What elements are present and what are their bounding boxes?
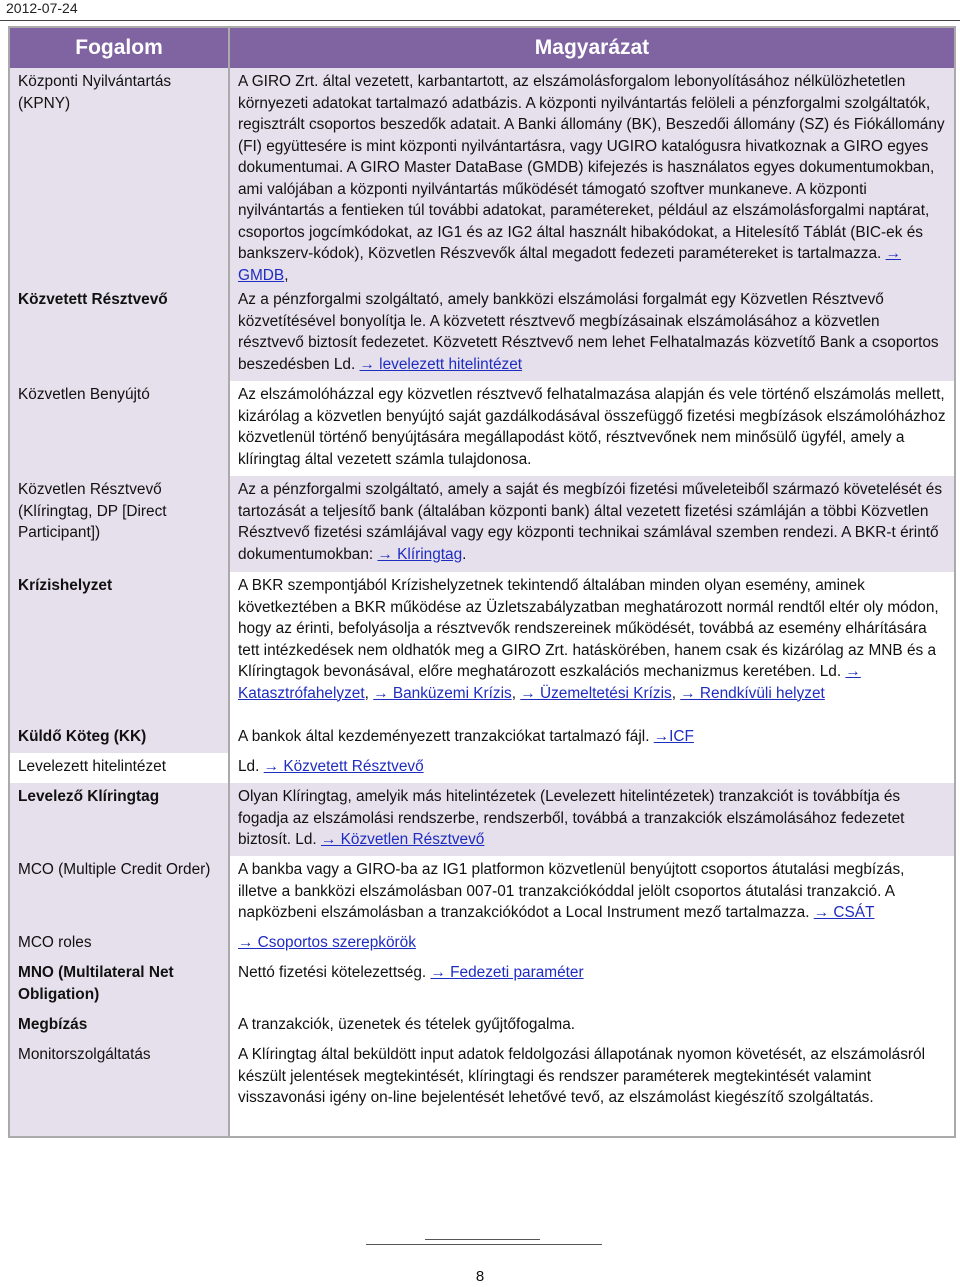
header-rule <box>0 20 960 21</box>
cross-reference-link[interactable]: → Fedezeti paraméter <box>430 964 584 981</box>
term-cell: Közvetlen Benyújtó <box>10 381 228 476</box>
explanation-cell <box>230 856 954 929</box>
term-cell: Közvetett Résztvevő <box>10 286 228 381</box>
cross-reference-link[interactable]: → Katasztrófahelyzet <box>238 663 861 702</box>
cross-reference-link[interactable]: → Banküzemi Krízis <box>373 684 512 702</box>
explanation-cell <box>230 929 954 959</box>
cross-reference-link[interactable]: → Rendkívüli helyzet <box>680 684 825 702</box>
cross-reference-link[interactable]: → GMDB <box>238 245 901 284</box>
explanation-cell <box>230 753 954 783</box>
explanation-text: A tranzakciók, üzenetek és tételek gyűjtőfogalma. <box>238 1016 576 1033</box>
term-cell: Krízishelyzet <box>10 572 228 723</box>
explanation-cell <box>230 286 954 381</box>
cross-reference-link[interactable]: → Üzemeltetési Krízis <box>520 684 672 702</box>
term-cell: Monitorszolgáltatás <box>10 1041 228 1136</box>
explanation-cell <box>230 381 954 476</box>
explanation-text: Ld. <box>238 758 264 775</box>
explanation-cell <box>230 959 954 1011</box>
explanation-cell <box>230 572 954 723</box>
explanation-text: Az a pénzforgalmi szolgáltató, amely bankközi elszámolási forgalmát egy Közvetlen Résztvevő közvetítésével bonyolítja le. A közvetett résztvevő megbízásainak elszámolásához a közvetlen résztvevő biztosít fedezetet. Közvetett Résztvevő nem lehet Felhatalmazás közvetítő Bank a csoportos beszedésben Ld. <box>238 291 939 373</box>
glossary-table <box>8 26 956 1138</box>
explanation-text: , <box>511 684 521 702</box>
term-cell: Közvetlen Résztvevő (Klíringtag, DP [Direct Participant]) <box>10 476 228 572</box>
cross-reference-link[interactable]: →ICF <box>653 728 694 745</box>
page-number: 8 <box>475 1268 485 1285</box>
explanation-cell <box>230 476 954 572</box>
cross-reference-link[interactable]: → CSÁT <box>813 904 875 921</box>
cross-reference-link[interactable]: → levelezett hitelintézet <box>359 355 523 373</box>
document-date: 2012-07-24 <box>6 0 78 16</box>
explanation-text: , <box>671 684 681 702</box>
explanation-cell <box>230 783 954 856</box>
term-column <box>10 28 230 1136</box>
cross-reference-link[interactable]: → Közvetett Résztvevő <box>263 758 424 775</box>
cross-reference-link[interactable]: → Csoportos szerepkörök <box>238 934 416 951</box>
term-cell: MCO roles <box>10 929 228 959</box>
explanation-text: A BKR szempontjából Krízishelyzetnek tekintendő általában minden olyan esemény, aminek következtében a BKR működése az Üzletszabályzatban meghatározott normál rendtől eltér oly módon, hogy az érinti, befolyásolja a résztvevők rendszereinek működését, továbbá az esemény elhárítására tett intézkedések nem oldhatók meg a GIRO Zrt. hatáskörében, hanem csak és kizárólag az MNB és a Klíringtagok bevonásával, előre meghatározott eszkalációs mechanizmus keretében. Ld. <box>238 577 939 680</box>
term-cell: MNO (Multilateral Net Obligation) <box>10 959 228 1011</box>
explanation-text: Olyan Klíringtag, amelyik más hitelintézetek (Levelezett hitelintézetek) tranzakciót is továbbítja és fogadja az elszámolási rendszerbe, rendszerből, továbbá a tranzakciók elszámolásához fedezetet biztosít. Ld. <box>238 788 905 848</box>
term-cell: MCO (Multiple Credit Order) <box>10 856 228 929</box>
explanation-text: Az elszámolóházzal egy közvetlen résztvevő felhatalmazása alapján és vele történő elszámolás mellett, kizárólag a közvetlen benyújtó saját gazdálkodásával összefüggő fizetési megbízások elszámolóházhoz közvetlenül történő benyújtására megállapodást kötő, résztvevőnek nem minősülő ügyfél, amely a klíringtag által vezetett számla tulajdonosa. <box>238 386 946 468</box>
explanation-column-header: Magyarázat <box>230 28 954 68</box>
term-cell: Központi Nyilvántartás (KPNY) <box>10 68 228 286</box>
explanation-text: A bankok által kezdeményezett tranzakciókat tartalmazó fájl. <box>238 728 654 745</box>
cross-reference-link[interactable]: → Közvetlen Résztvevő <box>320 831 485 848</box>
term-cell: Küldő Köteg (KK) <box>10 723 228 753</box>
footer-rule <box>366 1244 602 1245</box>
footer-rule-short <box>425 1239 540 1240</box>
explanation-cell <box>230 1011 954 1041</box>
term-cell: Megbízás <box>10 1011 228 1041</box>
explanation-cell <box>230 723 954 753</box>
explanation-cell <box>230 68 954 286</box>
explanation-text: Az a pénzforgalmi szolgáltató, amely a saját és megbízói fizetési műveleteiből származó követelését és tartozását a teljesítő bank (általában központi bank) által vezetett fizetési számláján a többi Közvetlen Résztvevő fizetési számlájával vagy egy központi technikai számlával szemben rendezi. A BKR-t érintő dokumentumokban: <box>238 481 943 563</box>
explanation-text: . <box>462 545 467 563</box>
explanation-text: , <box>364 684 374 702</box>
explanation-text: , <box>284 266 289 284</box>
explanation-text: A Klíringtag által beküldött input adatok feldolgozási állapotának nyomon követését, az elszámolásról készült jelentések megtekintését, klíringtagi és rendszer paraméterek megtekintését valamint visszavonási igény on-line bejelentését lehetővé tevő, az elszámolást kiegészítő szolgáltatás. <box>238 1046 926 1106</box>
cross-reference-link[interactable]: → Klíringtag <box>377 545 463 563</box>
explanation-cell <box>230 1041 954 1136</box>
term-cell: Levelezett hitelintézet <box>10 753 228 783</box>
explanation-text: A bankba vagy a GIRO-ba az IG1 platformon közvetlenül benyújtott csoportos átutalási megbízás, illetve a bankközi elszámolásban 007-01 tranzakciókóddal jelölt csoportos átutalási tranzakció. A napközbeni elszámolásban a tranzakciókódot a Local Instrument mező tartalmazza. <box>238 861 905 921</box>
explanation-text: A GIRO Zrt. által vezetett, karbantartott, az elszámolásforgalom lebonyolításához nélkülözhetetlen környezeti adatokat tartalmazó adatbázis. A központi nyilvántartás felöleli a pénzforgalmi szolgáltatók, regisztrált csoportos beszedők adatait. A Banki állomány (BK), Beszedői állomány (SZ) és Fiókállomány (FI) együttesére is mint központi nyilvántartásra, vagy UGIRO katalógusra hivatkoznak a GIRO egyes dokumentumai. A GIRO Master DataBase (GMDB) kifejezés is használatos egyes dokumentumokban, ami valójában a központi nyilvántartás működését támogató szoftver munkaneve. A központi nyilvántartás a fentieken túl további adatokat, paramétereket, például az elszámolásforgalmi naptárat, csoportos jogcímkódokat, az IG1 és az IG2 által használt hibakódokat, a Hitelesítő Táblát (BIC-ek és bankszerv-kódok), Közvetlen Részvevők által megadott fedezeti paramétereket is tartalmazza. <box>238 73 945 262</box>
term-cell: Levelező Klíringtag <box>10 783 228 856</box>
term-column-header: Fogalom <box>10 28 228 68</box>
explanation-text: Nettó fizetési kötelezettség. <box>238 964 431 981</box>
explanation-column <box>230 28 954 1136</box>
